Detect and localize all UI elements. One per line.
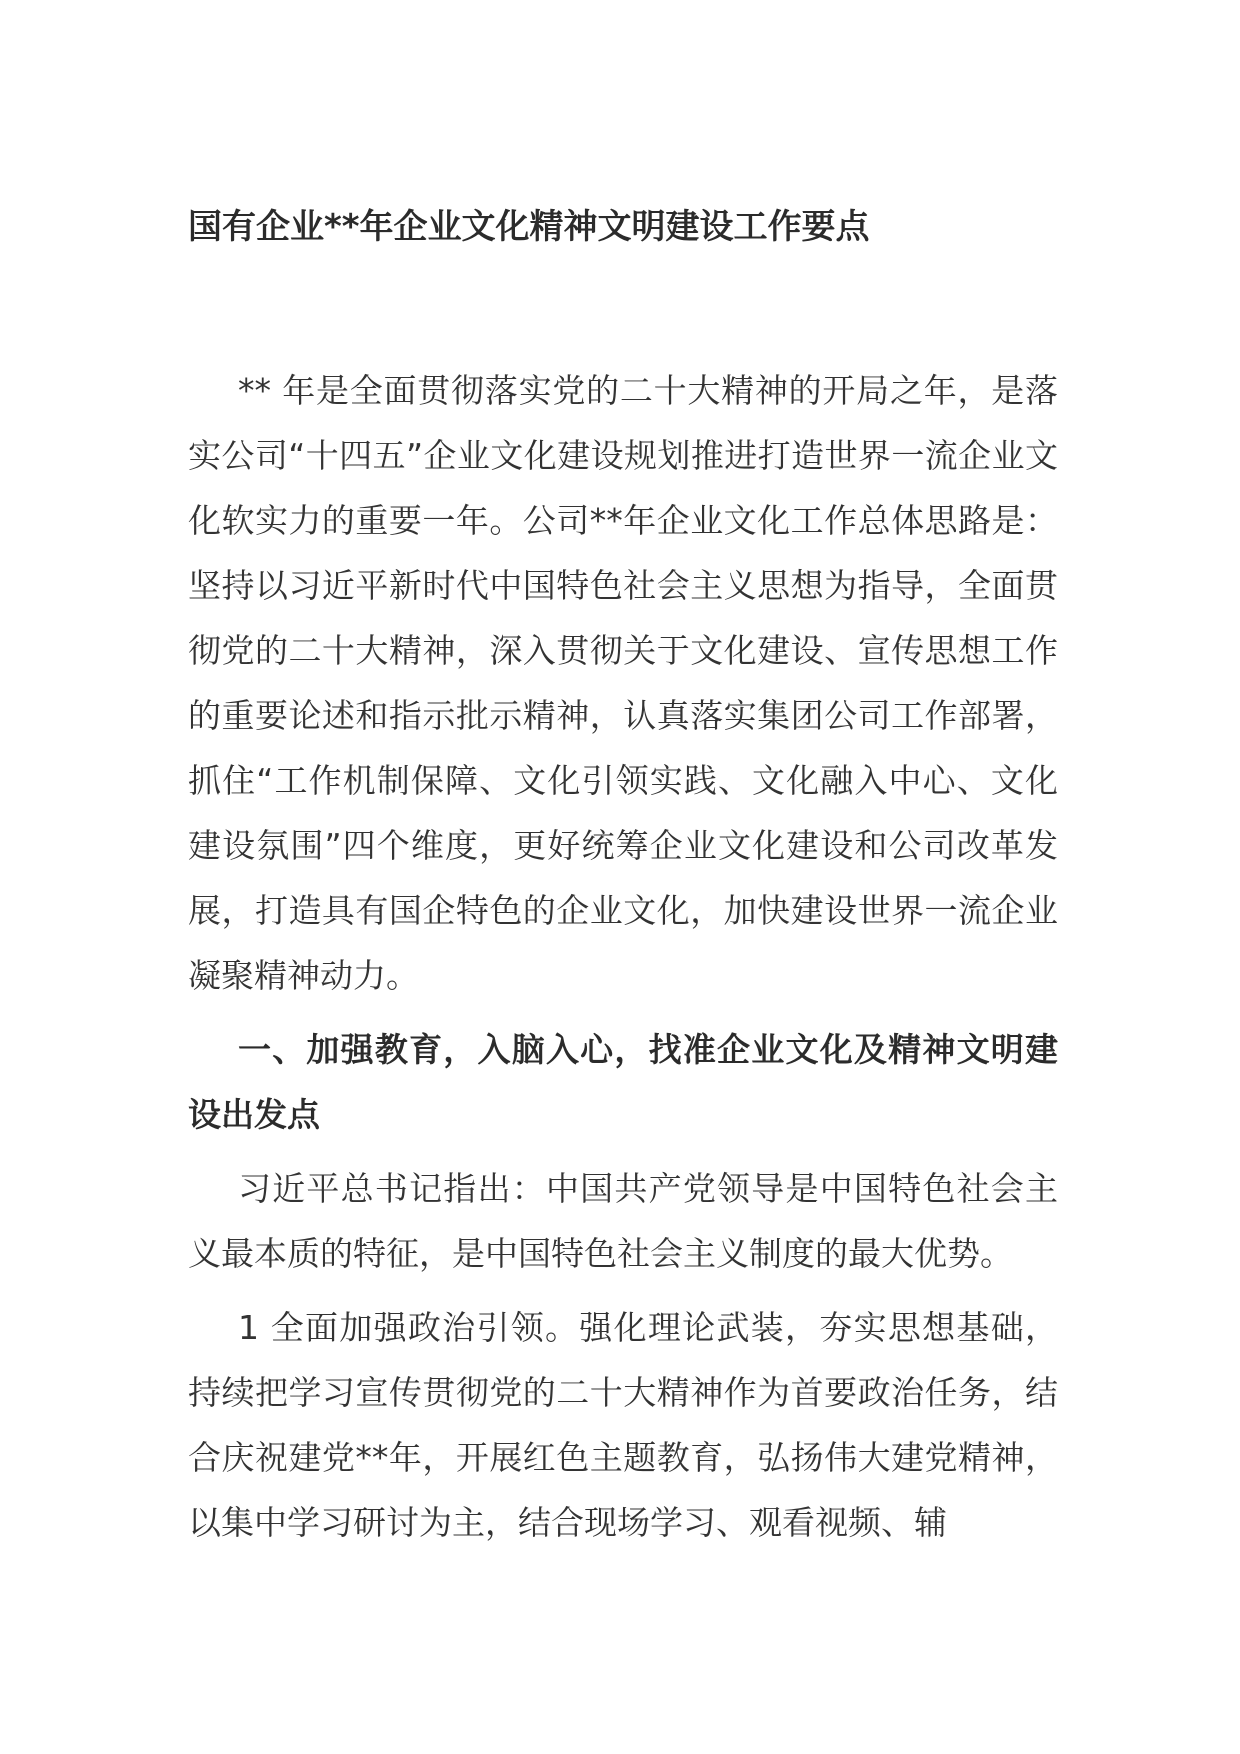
intro-paragraph: ** 年是全面贯彻落实党的二十大精神的开局之年，是落实公司“十四五”企业文化建设规划推进打造世界一流企业文化软实力的重要一年。公司**年企业文化工作总体思路是：坚持以习近平新时代中国特色社会主义思想为指导，全面贯彻党的二十大精神，深入贯彻关于文化建设、宣传思想工作的重要论述和指示批示精神，认真落实集团公司工作部署，抓住“工作机制保障、文化引领实践、文化融入中心、文化建设氛围”四个维度，更好统筹企业文化建设和公司改革发展，打造具有国企特色的企业文化，加快建设世界一流企业凝聚精神动力。 xyxy=(188,371,1058,995)
document-body xyxy=(188,358,1058,1555)
section-heading-1: 一、加强教育，入脑入心，找准企业文化及精神文明建设出发点 xyxy=(188,1030,1058,1134)
document-title: 国有企业**年企业文化精神文明建设工作要点 xyxy=(188,207,870,247)
quote-paragraph: 习近平总书记指出：中国共产党领导是中国特色社会主义最本质的特征，是中国特色社会主义制度的最大优势。 xyxy=(188,1169,1058,1273)
item-1-paragraph: 1 全面加强政治引领。强化理论武装，夯实思想基础，持续把学习宣传贯彻党的二十大精神作为首要政治任务，结合庆祝建党**年，开展红色主题教育，弘扬伟大建党精神，以集中学习研讨为主，结合现场学习、观看视频、辅 xyxy=(188,1308,1058,1542)
